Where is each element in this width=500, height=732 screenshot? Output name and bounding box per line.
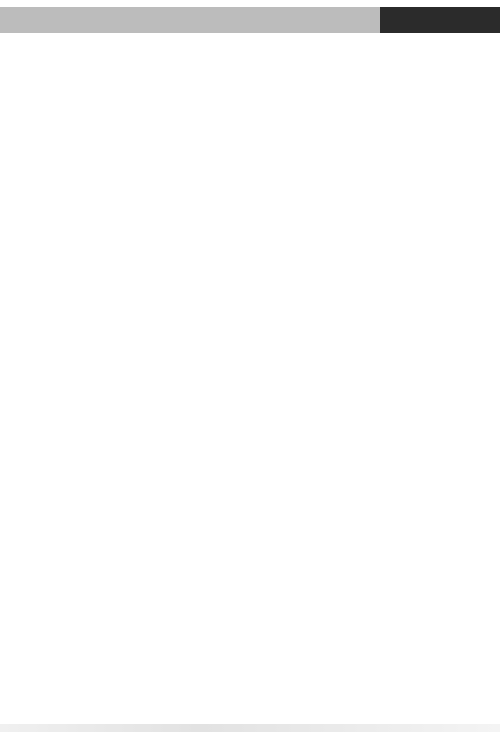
footer-bar: [0, 724, 500, 732]
page-title: [380, 7, 500, 33]
